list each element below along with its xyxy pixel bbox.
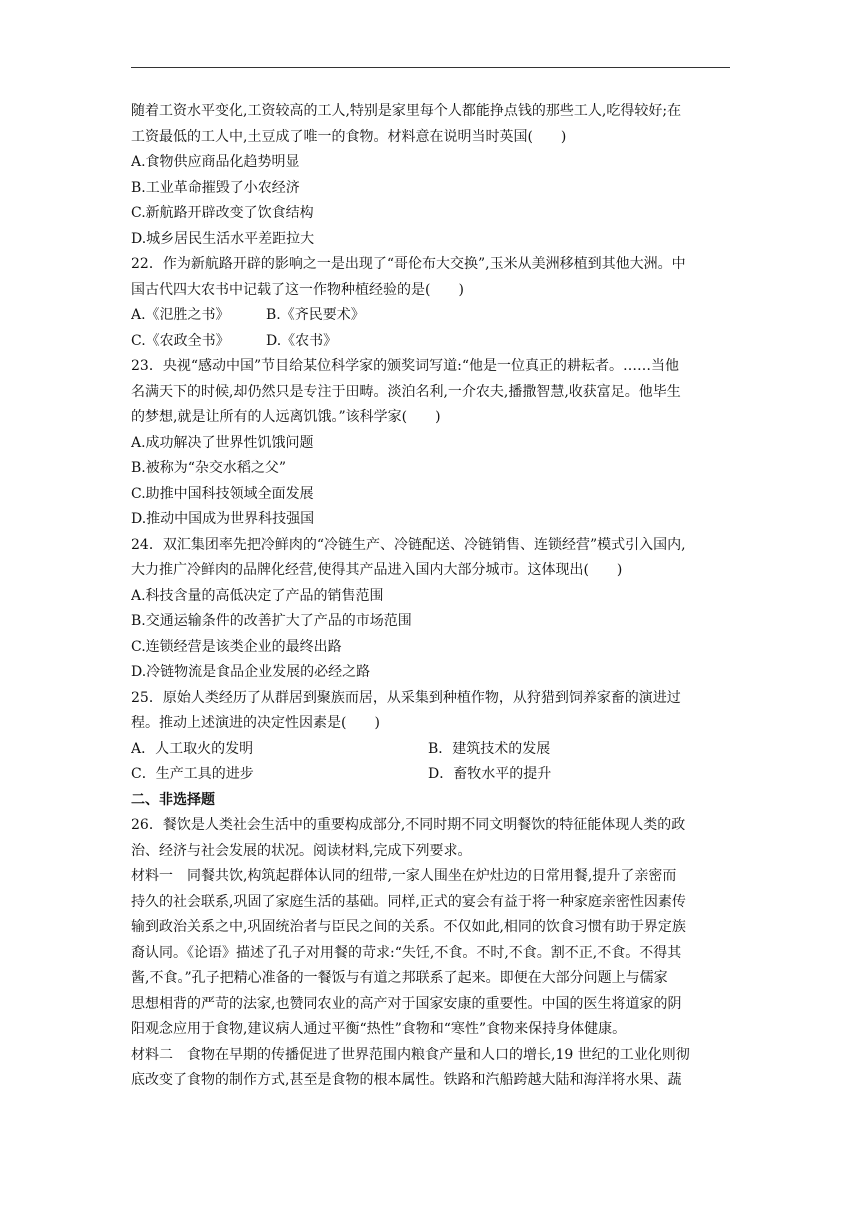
option-d: D.推动中国成为世界科技强国 <box>131 511 315 527</box>
material-two <box>131 1043 731 1094</box>
option-row <box>131 762 731 788</box>
material-one <box>131 864 731 1043</box>
question-23 <box>131 354 731 533</box>
question-text-line: 治、经济与社会发展的状况。阅读材料,完成下列要求。 <box>131 842 472 859</box>
material-line: 阳观念应用于食物,建议病人通过平衡“热性”食物和“寒性”食物来保持身体健康。 <box>131 1021 627 1037</box>
material-line: 底改变了食物的制作方式,甚至是食物的根本属性。铁路和汽船跨越大陆和海洋将水果、蔬 <box>131 1072 682 1088</box>
option-c: C.助推中国科技领域全面发展 <box>131 485 314 502</box>
option-b: B．建筑技术的发展 <box>428 740 551 757</box>
option-a: A.科技含量的高低决定了产品的销售范围 <box>131 587 384 604</box>
question-text-line: 23．央视“感动中国”节目给某位科学家的颁奖词写道:“他是一位真正的耕耘者。……当他 <box>131 358 680 374</box>
question-25 <box>131 686 731 788</box>
question-text-line: 大力推广冷鲜肉的品牌化经营,使得其产品进入国内大部分城市。这体现出( ) <box>131 562 623 578</box>
option-b: B.交通运输条件的改善扩大了产品的市场范围 <box>131 613 412 629</box>
question-24 <box>131 533 731 686</box>
question-text-line: 22．作为新航路开辟的影响之一是出现了“哥伦布大交换”,玉米从美洲移植到其他大洲。中 <box>131 256 686 272</box>
question-text-line: 26．餐饮是人类社会生活中的重要构成部分,不同时期不同文明餐饮的特征能体现人类的政 <box>131 817 686 833</box>
question-text-line: 的梦想,就是让所有的人远离饥饿。”该科学家( ) <box>131 409 441 425</box>
option-c: C.连锁经营是该类企业的最终出路 <box>131 638 342 655</box>
exam-page <box>131 99 731 1094</box>
option-a: A．人工取火的发明 <box>131 740 254 757</box>
option-b: B.被称为“杂交水稻之父” <box>131 460 287 476</box>
question-text-line: 24．双汇集团率先把冷鲜肉的“冷链生产、冷链配送、冷链销售、连锁经营”模式引入国内, <box>131 536 686 553</box>
material-line: 裔认同。《论语》描述了孔子对用餐的苛求:“失饪,不食。不时,不食。割不正,不食。不得其 <box>131 944 682 961</box>
material-line: 输到政治关系之中,巩固统治者与臣民之间的关系。不仅如此,相同的饮食习惯有助于界定族 <box>131 919 686 935</box>
option-c: C.新航路开辟改变了饮食结构 <box>131 205 314 221</box>
question-21 <box>131 99 731 252</box>
section-title: 二、非选择题 <box>131 791 215 808</box>
question-22 <box>131 252 731 354</box>
option-a: A.《氾胜之书》 <box>131 307 230 323</box>
option-row <box>131 737 731 763</box>
option-a: A.食物供应商品化趋势明显 <box>131 154 300 170</box>
option-b: B.工业革命摧毁了小农经济 <box>131 179 300 196</box>
option-c: C．生产工具的进步 <box>131 766 254 782</box>
option-row <box>131 303 731 329</box>
question-text-line: 工资最低的工人中,土豆成了唯一的食物。材料意在说明当时英国( ) <box>131 128 567 145</box>
question-text-line: 名满天下的时候,却仍然只是专注于田畴。淡泊名利,一介农夫,播撒智慧,收获富足。他毕生 <box>131 383 681 400</box>
option-d: D．畜牧水平的提升 <box>428 766 552 782</box>
material-line: 酱,不食。”孔子把精心准备的一餐饭与有道之邦联系了起来。即便在大部分问题上与儒家 <box>131 970 668 986</box>
option-d: D.城乡居民生活水平差距拉大 <box>131 230 315 247</box>
option-d: D.冷链物流是食品企业发展的必经之路 <box>131 664 371 680</box>
option-c: C.《农政全书》 <box>131 332 230 349</box>
material-line: 材料二 食物在早期的传播促进了世界范围内粮食产量和人口的增长,19 世纪的工业化则彻 <box>131 1046 690 1063</box>
option-d: D.《农书》 <box>266 332 338 349</box>
question-26 <box>131 813 731 1094</box>
option-row <box>131 329 731 355</box>
question-text-line: 随着工资水平变化,工资较高的工人,特别是家里每个人都能挣点钱的那些工人,吃得较好;在 <box>131 103 682 119</box>
material-line: 材料一 同餐共饮,构筑起群体认同的纽带,一家人围坐在炉灶边的日常用餐,提升了亲密而 <box>131 868 677 884</box>
option-b: B.《齐民要术》 <box>266 307 365 323</box>
question-text-line: 国古代四大农书中记载了这一作物种植经验的是( ) <box>131 281 464 298</box>
question-text-line: 程。推动上述演进的决定性因素是( ) <box>131 715 380 731</box>
material-line: 持久的社会联系,巩固了家庭生活的基础。同样,正式的宴会有益于将一种家庭亲密性因素传 <box>131 893 686 910</box>
material-line: 思想相背的严苛的法家,也赞同农业的高产对于国家安康的重要性。中国的医生将道家的阴 <box>131 995 682 1012</box>
option-a: A.成功解决了世界性饥饿问题 <box>131 434 314 451</box>
question-text-line: 25．原始人类经历了从群居到聚族而居，从采集到种植作物，从狩猎到饲养家畜的演进过 <box>131 689 681 706</box>
header-rule <box>131 67 730 68</box>
